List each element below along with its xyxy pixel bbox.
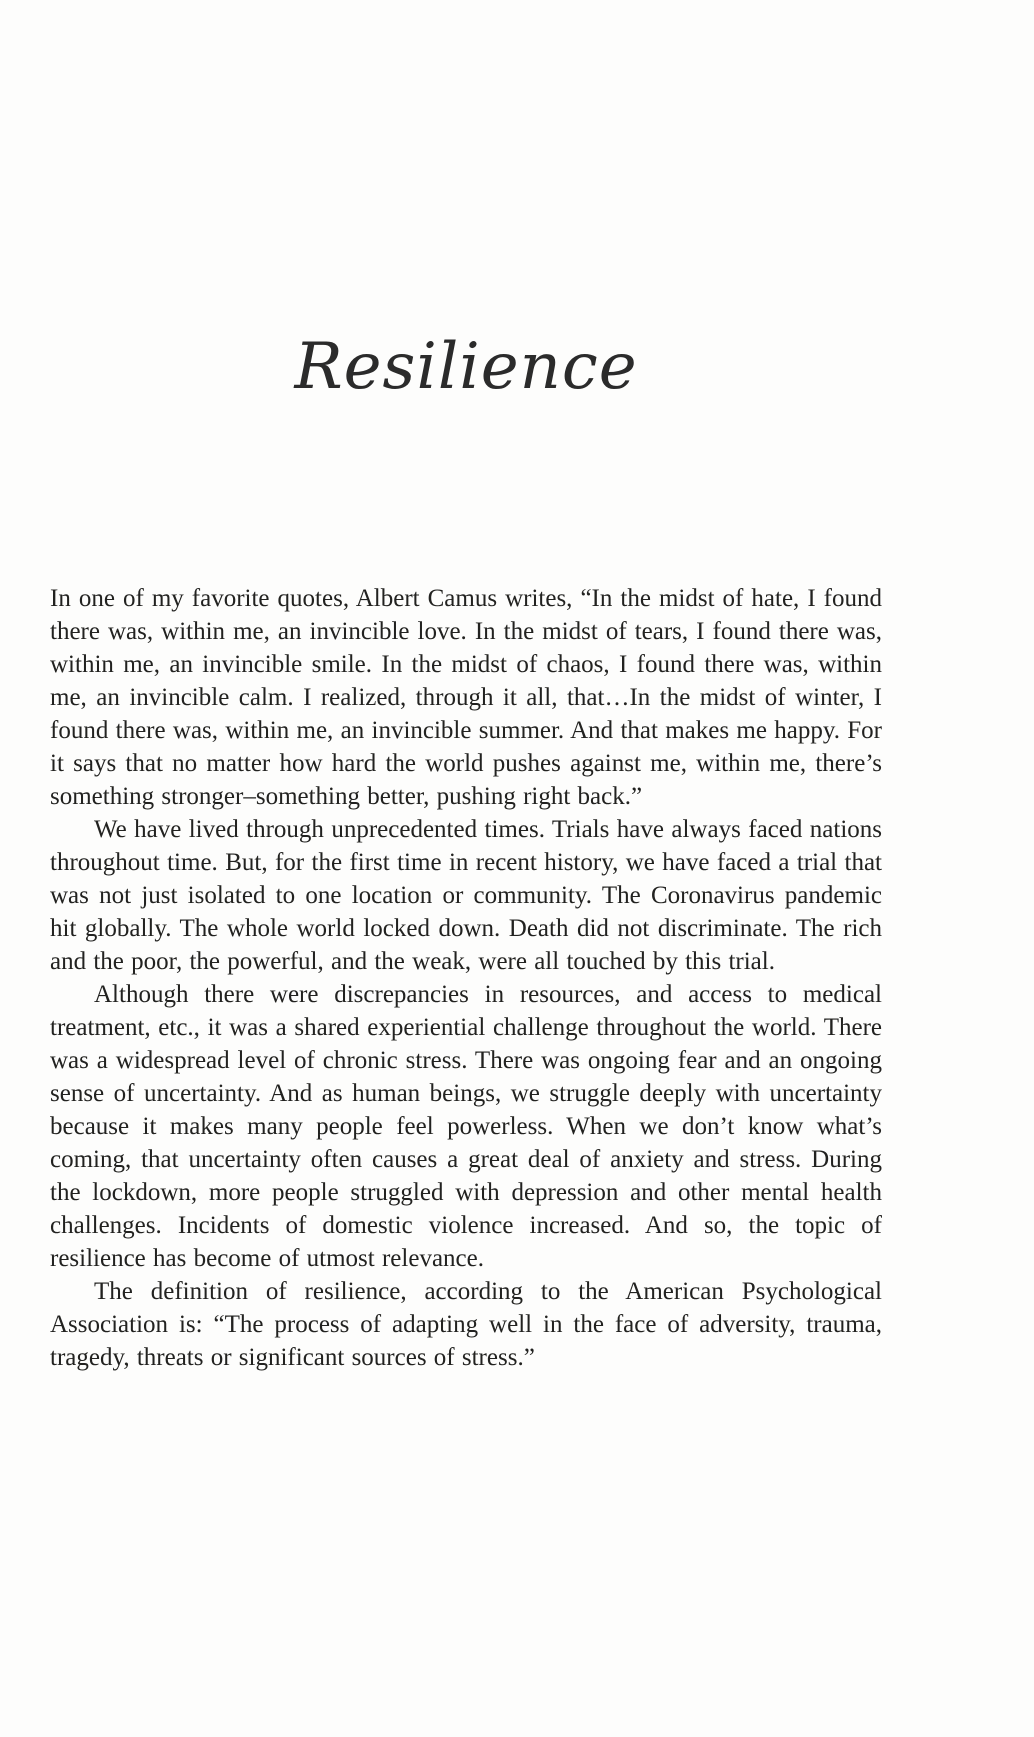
paragraph-2: We have lived through unprecedented times. Trials have always faced nations throughout time. But, for the first time in recent history, we have faced a trial that was not just isolated to one location or community. The Coronavirus pandemic hit globally. The whole world locked down. Death did not discriminate. The rich and the poor, the powerful, and the weak, were all touched by this trial.	[50, 816, 882, 975]
paragraph-4: The definition of resilience, according to the American Psychological Association is: “The process of adapting well in the face of adversity, trauma, tragedy, threats or significant sources of stress.”	[50, 1278, 882, 1371]
body-text	[50, 582, 882, 1374]
paragraph-1: In one of my favorite quotes, Albert Camus writes, “In the midst of hate, I found there was, within me, an invincible love. In the midst of tears, I found there was, within me, an invincible smile. In the midst of chaos, I found there was, within me, an invincible calm. I realized, through it all, that…In the midst of winter, I found there was, within me, an invincible summer. And that makes me happy. For it says that no matter how hard the world pushes against me, within me, there’s something stronger–something better, pushing right back.”	[50, 585, 882, 810]
paragraph-3: Although there were discrepancies in resources, and access to medical treatment, etc., it was a shared experiential challenge throughout the world. There was a widespread level of chronic stress. There was ongoing fear and an ongoing sense of uncertainty. And as human beings, we struggle deeply with uncertainty because it makes many people feel powerless. When we don’t know what’s coming, that uncertainty often causes a great deal of anxiety and stress. During the lockdown, more people struggled with depression and other mental health challenges. Incidents of domestic violence increased. And so, the topic of resilience has become of utmost relevance.	[50, 981, 882, 1272]
chapter-title: Resilience	[294, 330, 638, 404]
